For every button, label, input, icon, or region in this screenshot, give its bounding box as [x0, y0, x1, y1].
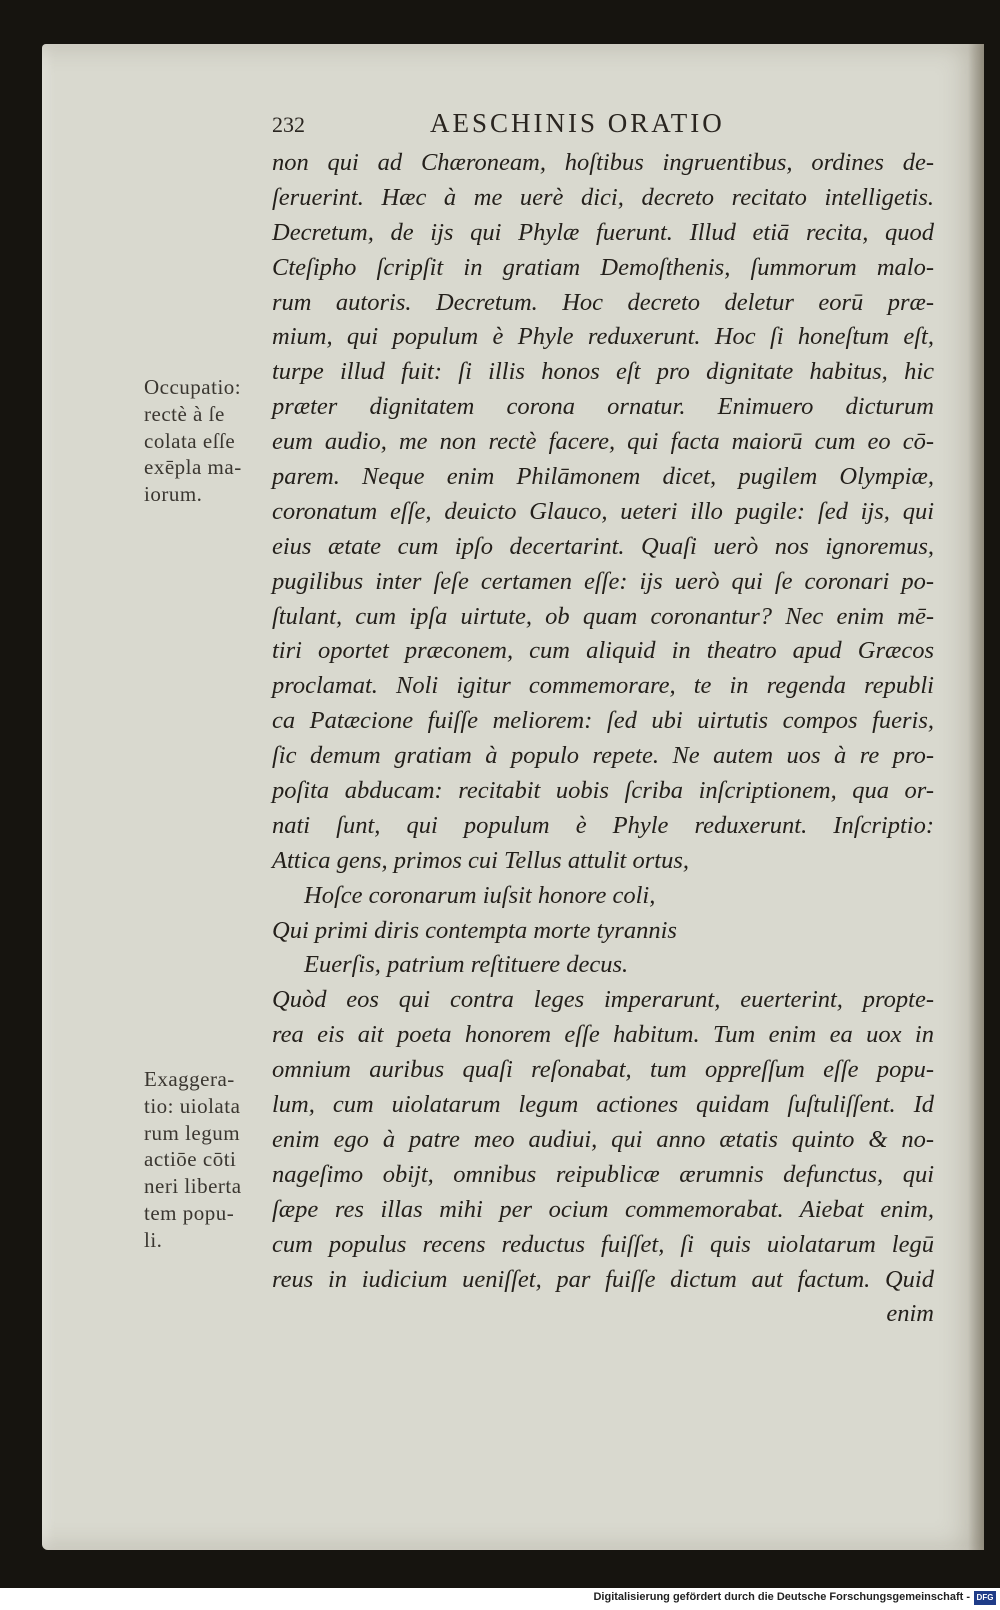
margin-note-line: iorum. — [144, 482, 203, 507]
text-line: eum audio, me non rectè facere, qui facta maiorū cum eo cō- — [272, 428, 934, 456]
text-line: non qui ad Chæroneam, hoſtibus ingruentibus, ordines de- — [272, 149, 934, 176]
book-page — [42, 44, 984, 1550]
page-number: 232 — [272, 112, 305, 137]
text-line: poſita abducam: recitabit uobis ſcriba inſcriptionem, qua or- — [272, 777, 934, 805]
text-line: nati ſunt, qui populum è Phyle reduxerunt. Inſcriptio: — [272, 811, 934, 839]
text-line: mium, qui populum è Phyle reduxerunt. Hoc ſi honeſtum eſt, — [272, 323, 934, 351]
margin-note-line: tio: uiolata — [144, 1093, 241, 1118]
text-line: eius ætate cum ipſo decertarint. Quaſi uerò nos ignoremus, — [272, 532, 934, 560]
text-line: ſæpe res illas mihi per ocium commemorabat. Aiebat enim, — [272, 1195, 934, 1223]
text-line: parem. Neque enim Philāmonem dicet, pugilem Olympiæ, — [272, 463, 934, 491]
verse-line: Hoſce coronarum iuſsit honore coli, — [304, 881, 656, 909]
margin-note-line: Occupatio: — [144, 375, 242, 399]
verse-line: Attica gens, primos cui Tellus attulit ortus, — [272, 846, 689, 874]
text-line: omnium auribus quaſi reſonabat, tum oppreſſum eſſe popu- — [272, 1056, 934, 1084]
margin-note-line: neri liberta — [144, 1174, 242, 1199]
funding-credit: Digitalisierung gefördert durch die Deutsche Forschungsgemeinschaft - — [593, 1591, 970, 1603]
text-line: Cteſipho ſcripſit in gratiam Demoſthenis, ſummorum malo- — [272, 253, 934, 281]
running-title: AESCHINIS ORATIO — [430, 108, 725, 138]
text-line: ſeruerint. Hæc à me uerè dici, decreto recitato intelligetis. — [272, 183, 934, 211]
verse-line: Euerſis, patrium reſtituere decus. — [304, 951, 629, 979]
catchword: enim — [886, 1300, 934, 1328]
text-line: ca Patæcione fuiſſe meliorem: ſed ubi uirtutis compos fueris, — [272, 707, 934, 735]
text-line: coronatum eſſe, deuicto Glauco, ueteri illo pugile: ſed ijs, qui — [272, 497, 934, 525]
text-line: Decretum, de ijs qui Phylæ fuerunt. Illud etiā recita, quod — [272, 218, 934, 246]
text-line: proclamat. Noli igitur commemorare, te in regenda republi — [272, 672, 934, 700]
text-line: rea eis ait poeta honorem eſſe habitum. Tum enim ea uox in — [272, 1021, 934, 1049]
margin-note-line: rum legum — [144, 1120, 241, 1145]
margin-note-line: colata eſſe — [144, 428, 236, 453]
margin-note-line: rectè à ſe — [144, 401, 225, 426]
text-line: Quòd eos qui contra leges imperarunt, euerterint, propte- — [272, 986, 934, 1014]
margin-note-line: exēpla ma- — [144, 455, 242, 480]
text-line: tiri oportet præconem, cum aliquid in theatro apud Græcos — [272, 637, 934, 665]
digitization-footer — [0, 1588, 1000, 1610]
page-gutter-shadow — [968, 44, 984, 1550]
margin-note-line: actiōe cōti — [144, 1147, 237, 1172]
margin-note-exaggeratio — [144, 1066, 242, 1254]
text-line: ſtulant, cum ipſa uirtute, ob quam coronantur? Nec enim mē- — [272, 602, 934, 630]
text-line: pugilibus inter ſeſe certamen eſſe: ijs uerò qui ſe coronari po- — [272, 567, 934, 595]
margin-note-occupatio — [144, 374, 242, 508]
text-line: rum autoris. Decretum. Hoc decreto deletur eorū præ- — [272, 288, 934, 316]
text-line: turpe illud fuit: ſi illis honos eſt pro dignitate habitus, hic — [272, 358, 934, 386]
text-line: cum populus recens reductus fuiſſet, ſi quis uiolatarum legū — [272, 1230, 934, 1258]
margin-note-line: li. — [144, 1227, 163, 1252]
margin-note-line: tem popu- — [144, 1200, 235, 1225]
margin-note-line: Exaggera- — [144, 1067, 235, 1091]
running-head — [272, 108, 832, 138]
text-line: ſic demum gratiam à populo repete. Ne autem uos à re pro- — [272, 742, 934, 770]
body-text — [272, 146, 934, 1332]
dfg-logo-icon: DFG — [974, 1591, 996, 1605]
text-line: lum, cum uiolatarum legum actiones quidam ſuſtuliſſent. Id — [272, 1091, 934, 1119]
verse-line: Qui primi diris contempta morte tyrannis — [272, 916, 677, 944]
text-line: præter dignitatem corona ornatur. Enimuero dicturum — [272, 393, 934, 421]
text-line: nageſimo obijt, omnibus reipublicæ ærumnis defunctus, qui — [272, 1160, 934, 1188]
text-line: reus in iudicium ueniſſet, par fuiſſe dictum aut factum. Quid — [272, 1265, 934, 1293]
text-line: enim ego à patre meo audiui, qui anno ætatis quinto & no- — [272, 1125, 934, 1153]
